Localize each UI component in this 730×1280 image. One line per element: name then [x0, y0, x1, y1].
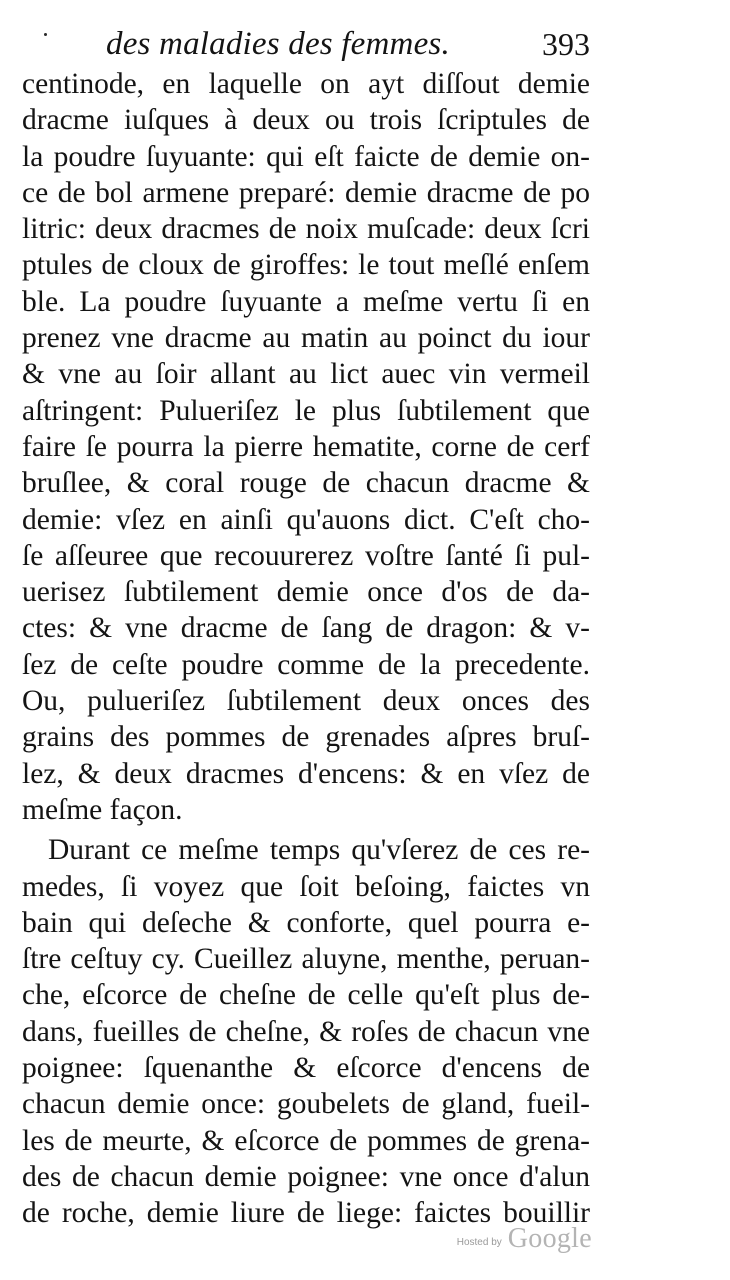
- text-line: prenez vne dracme au matin au poinct du iour: [22, 322, 590, 355]
- ink-speck: [44, 33, 47, 36]
- text-line: poignee: ſquenanthe & eſcorce d'encens de: [22, 1052, 590, 1085]
- text-line: Ou, pulueriſez ſubtilement deux onces des: [22, 685, 590, 718]
- text-line: les de meurte, & eſcorce de pommes de grena-: [22, 1124, 590, 1157]
- text-line: ſez de ceſte poudre comme de la precedente.: [22, 648, 590, 681]
- text-line: demie: vſez en ainſi qu'auons dict. C'eſt cho-: [22, 503, 590, 536]
- paragraph-2: [22, 832, 590, 1231]
- text-line: medes, ſi voyez que ſoit beſoing, faictes vn: [22, 870, 590, 903]
- text-line: dracme iuſques à deux ou trois ſcriptules de: [22, 104, 590, 137]
- text-line: dans, fueilles de cheſne, & roſes de chacun vne: [22, 1015, 590, 1048]
- hosted-by-google-watermark: [457, 1215, 592, 1255]
- text-line: ſtre ceſtuy cy. Cueillez aluyne, menthe, peruan-: [22, 943, 590, 976]
- text-line: lez, & deux dracmes d'encens: & en vſez de: [22, 757, 590, 790]
- running-title: des maladies des femmes.: [106, 26, 450, 62]
- text-line: meſme façon.: [22, 793, 183, 826]
- text-line: uerisez ſubtilement demie once d'os de da-: [22, 576, 590, 609]
- text-line: aſtringent: Pulueriſez le plus ſubtilement que: [22, 394, 590, 427]
- google-logo: Google: [507, 1223, 592, 1254]
- text-line: bain qui deſeche & conforte, quel pourra e-: [22, 906, 590, 939]
- text-line: de roche, demie liure de liege: faictes bouillir: [22, 1197, 590, 1230]
- hosted-by-label: Hosted by: [456, 1237, 502, 1248]
- text-line: ptules de cloux de giroffes: le tout meſlé enſem: [22, 249, 590, 282]
- text-line: ſe aſſeuree que recouurerez voſtre ſanté ſi pul-: [22, 539, 590, 572]
- text-line: centinode, en laquelle on ayt diſſout demie: [22, 68, 590, 100]
- page-number: 393: [542, 26, 590, 62]
- text-line: la poudre ſuyuante: qui eſt faicte de demie on-: [22, 140, 590, 173]
- text-line: & vne au ſoir allant au lict auec vin vermeil: [22, 358, 590, 391]
- text-line: che, eſcorce de cheſne de celle qu'eſt plus de-: [22, 979, 590, 1012]
- body-text: [22, 66, 590, 1232]
- text-line: chacun demie once: goubelets de gland, fueil-: [22, 1088, 590, 1121]
- text-line: litric: deux dracmes de noix muſcade: deux ſcri: [22, 213, 590, 246]
- text-line: des de chacun demie poignee: vne once d'alun: [22, 1160, 590, 1193]
- text-line: ce de bol armene preparé: demie dracme de po: [22, 176, 590, 209]
- text-line: Durant ce meſme temps qu'vſerez de ces re-: [48, 834, 590, 867]
- text-line: grains des pommes de grenades aſpres bruſ-: [22, 721, 590, 754]
- text-line: bruſlee, & coral rouge de chacun dracme &: [22, 467, 590, 500]
- text-line: ctes: & vne dracme de ſang de dragon: & v-: [22, 612, 590, 645]
- text-line: faire ſe pourra la pierre hematite, corne de cerf: [22, 430, 590, 463]
- paragraph-1: [22, 66, 590, 828]
- text-line: ble. La poudre ſuyuante a meſme vertu ſi en: [22, 285, 590, 318]
- running-header: [100, 22, 590, 66]
